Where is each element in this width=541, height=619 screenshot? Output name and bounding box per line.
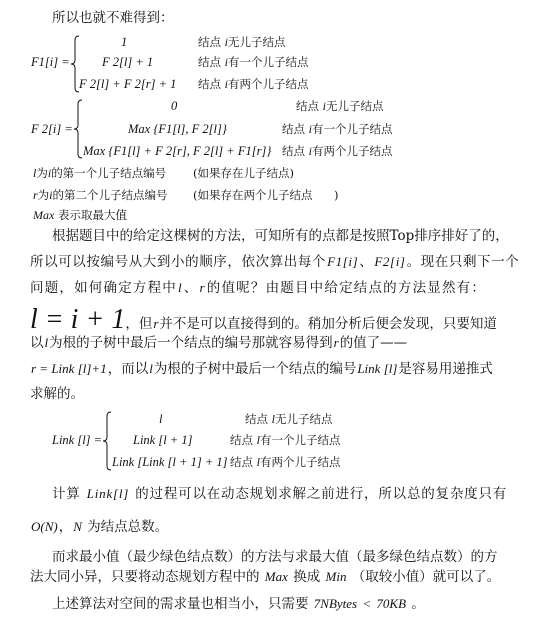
link-case3-expr: Link [Link [l + 1] + 1] — [112, 455, 228, 469]
intro-line: 所以也就不难得到： — [52, 10, 174, 26]
text-run: 并不是可以直接得到的。稍加分析后便会发现，只要知道 — [159, 316, 497, 332]
condition-text: 结点 — [296, 99, 323, 113]
condition-text: 结点 — [198, 55, 225, 69]
paragraph-line-2 — [30, 254, 519, 270]
note-text: 的第一个儿子结点编号 — [51, 166, 167, 180]
math-run: 7NBytes — [313, 596, 358, 611]
math-run: Link[l] — [86, 486, 130, 501]
note-variable: i — [47, 166, 52, 180]
note-second-child-paren-close: ) — [334, 188, 339, 202]
text-run: 所以可以按编号从大到小的顺序，依次算出每个 — [30, 254, 327, 270]
f2-case3-expr: Max {F1[l] + F 2[r], F 2[l] + F1[r]} — [83, 144, 272, 158]
paragraph-line-3 — [30, 280, 486, 296]
math-run: r — [199, 280, 206, 295]
condition-text: 结点 — [282, 144, 309, 158]
f1-case3-condition — [198, 76, 309, 92]
text-run: 。 — [407, 596, 425, 612]
link-left-brace — [102, 411, 112, 471]
condition-variable: i — [224, 55, 228, 69]
math-run: l — [149, 361, 153, 376]
paragraph-line-9 — [30, 519, 168, 535]
math-run: F1[i] — [327, 254, 359, 269]
f2-case1-condition — [296, 98, 384, 114]
link-case3-condition — [230, 454, 341, 470]
text-run: 、 — [359, 254, 374, 270]
f2-case1-expr: 0 — [171, 99, 178, 113]
math-run: r — [333, 335, 339, 350]
text-run: ，但 — [125, 316, 153, 332]
condition-text: 结点 — [230, 455, 257, 469]
note-first-child-paren: (如果存在儿子结点) — [193, 166, 294, 180]
condition-text: 有一个儿子结点 — [260, 433, 341, 447]
condition-text: 有两个儿子结点 — [312, 144, 393, 158]
condition-text: 结点 — [245, 412, 272, 426]
f1-case2-condition — [198, 54, 309, 70]
condition-text: 结点 — [230, 433, 257, 447]
note-text: 为 — [37, 188, 50, 202]
condition-text: 结点 — [198, 77, 225, 91]
math-run: 70KB — [376, 596, 407, 611]
condition-text: 有两个儿子结点 — [228, 77, 309, 91]
condition-variable: i — [224, 35, 228, 49]
link-case1-expr: l — [159, 412, 163, 426]
link-lhs: Link [l] = — [52, 433, 103, 447]
large-formula: l = i + 1 — [30, 304, 126, 335]
f1-case3-expr: F 2[l] + F 2[r] + 1 — [79, 77, 177, 91]
paragraph-line-11 — [30, 569, 500, 585]
condition-variable: i — [224, 77, 228, 91]
text-run: 上述算法对空间的需求量也相当小，只需要 — [52, 596, 313, 612]
note-second-child-paren: (如果存在两个儿子结点 — [193, 188, 313, 202]
link-case2-condition — [230, 432, 341, 448]
note-variable: l — [33, 166, 37, 180]
note-first-child — [33, 165, 166, 181]
condition-variable: l — [256, 455, 260, 469]
note-max — [33, 207, 127, 223]
text-run: 的值呢？由题目中给定结点的方法显然有： — [206, 280, 487, 296]
paragraph-line-12 — [52, 596, 425, 612]
f1-case1-expr: 1 — [121, 35, 128, 49]
f2-left-brace — [73, 99, 83, 159]
link-case1-condition — [245, 411, 333, 427]
math-run: O(N) — [31, 519, 58, 534]
condition-text: 结点 — [198, 35, 225, 49]
text-run: ， — [58, 519, 73, 535]
math-run: Max — [264, 569, 288, 584]
math-run: r = Link [l]+1 — [31, 361, 107, 376]
condition-text: 无儿子结点 — [275, 412, 333, 426]
text-run: 问题，如何确定方程中 — [30, 280, 177, 296]
math-run: < — [359, 596, 375, 611]
text-run: 为根的子树中最后一个结点的编号那就容易得到 — [49, 335, 333, 351]
math-run: r — [153, 316, 159, 331]
condition-text: 有一个儿子结点 — [312, 122, 393, 136]
condition-text: 无儿子结点 — [326, 99, 384, 113]
text-run: ，而以 — [107, 361, 149, 377]
paragraph-line-8 — [52, 486, 507, 502]
paragraph-line-6 — [30, 361, 493, 377]
note-text: 为 — [36, 166, 48, 180]
f2-case2-condition — [282, 121, 393, 137]
note-variable: r — [33, 188, 38, 202]
paragraph-line-4 — [30, 305, 497, 335]
note-second-child — [33, 187, 168, 203]
text-run: 。现在只剩下一个 — [406, 254, 520, 270]
condition-variable: i — [308, 122, 312, 136]
text-run: 为结点总数。 — [82, 519, 169, 535]
note-text: 的第二个儿子结点编号 — [52, 188, 168, 202]
text-run: （取较小值）就可以了。 — [347, 569, 501, 585]
note-variable: Max — [33, 208, 55, 222]
text-run: 的过程可以在动态规划求解之前进行，所以总的复杂度只有 — [130, 486, 508, 502]
text-run: 法大同小异，只要将动态规划方程中的 — [30, 569, 264, 585]
text-run: 、 — [183, 280, 199, 296]
f2-lhs: F 2[i] = — [31, 122, 73, 136]
math-run: Min — [325, 569, 347, 584]
math-run: N — [73, 519, 82, 534]
f1-case2-expr: F 2[l] + 1 — [102, 55, 154, 69]
math-run: l — [178, 280, 183, 295]
f1-case1-condition — [198, 34, 286, 50]
note-text: 表示取最大值 — [54, 208, 127, 222]
text-run: 换成 — [288, 569, 325, 585]
f2-case2-expr: Max {F1[l], F 2[l]} — [128, 122, 227, 136]
link-case2-expr: Link [l + 1] — [133, 433, 193, 447]
text-run: 计算 — [52, 486, 86, 502]
note-variable: i — [49, 188, 53, 202]
condition-variable: i — [308, 144, 312, 158]
condition-variable: l — [271, 412, 275, 426]
paragraph-line-1: 根据题目中的给定这棵树的方法，可知所有的点都是按照Top排序排好了的， — [52, 228, 509, 244]
paragraph-line-7: 求解的。 — [30, 386, 84, 402]
condition-text: 结点 — [282, 122, 309, 136]
paragraph-line-5 — [30, 335, 407, 351]
paragraph-line-10: 而求最小值（最少绿色结点数）的方法与求最大值（最多绿色结点数）的方 — [52, 549, 498, 565]
math-run: F2[i] — [374, 254, 406, 269]
condition-variable: l — [256, 433, 260, 447]
condition-variable: i — [322, 99, 326, 113]
f1-lhs: F1[i] = — [31, 55, 70, 69]
math-run: l — [44, 335, 49, 350]
text-run: 以 — [30, 335, 44, 351]
condition-text: 有一个儿子结点 — [228, 55, 309, 69]
text-run: 的值了—— — [339, 335, 408, 351]
text-run: 为根的子树中最后一个结点的编号 — [153, 361, 357, 377]
condition-text: 有两个儿子结点 — [260, 455, 341, 469]
condition-text: 无儿子结点 — [228, 35, 286, 49]
text-run: 是容易用递推式 — [398, 361, 493, 377]
f2-case3-condition — [282, 143, 393, 159]
math-run: Link [l] — [357, 361, 398, 376]
